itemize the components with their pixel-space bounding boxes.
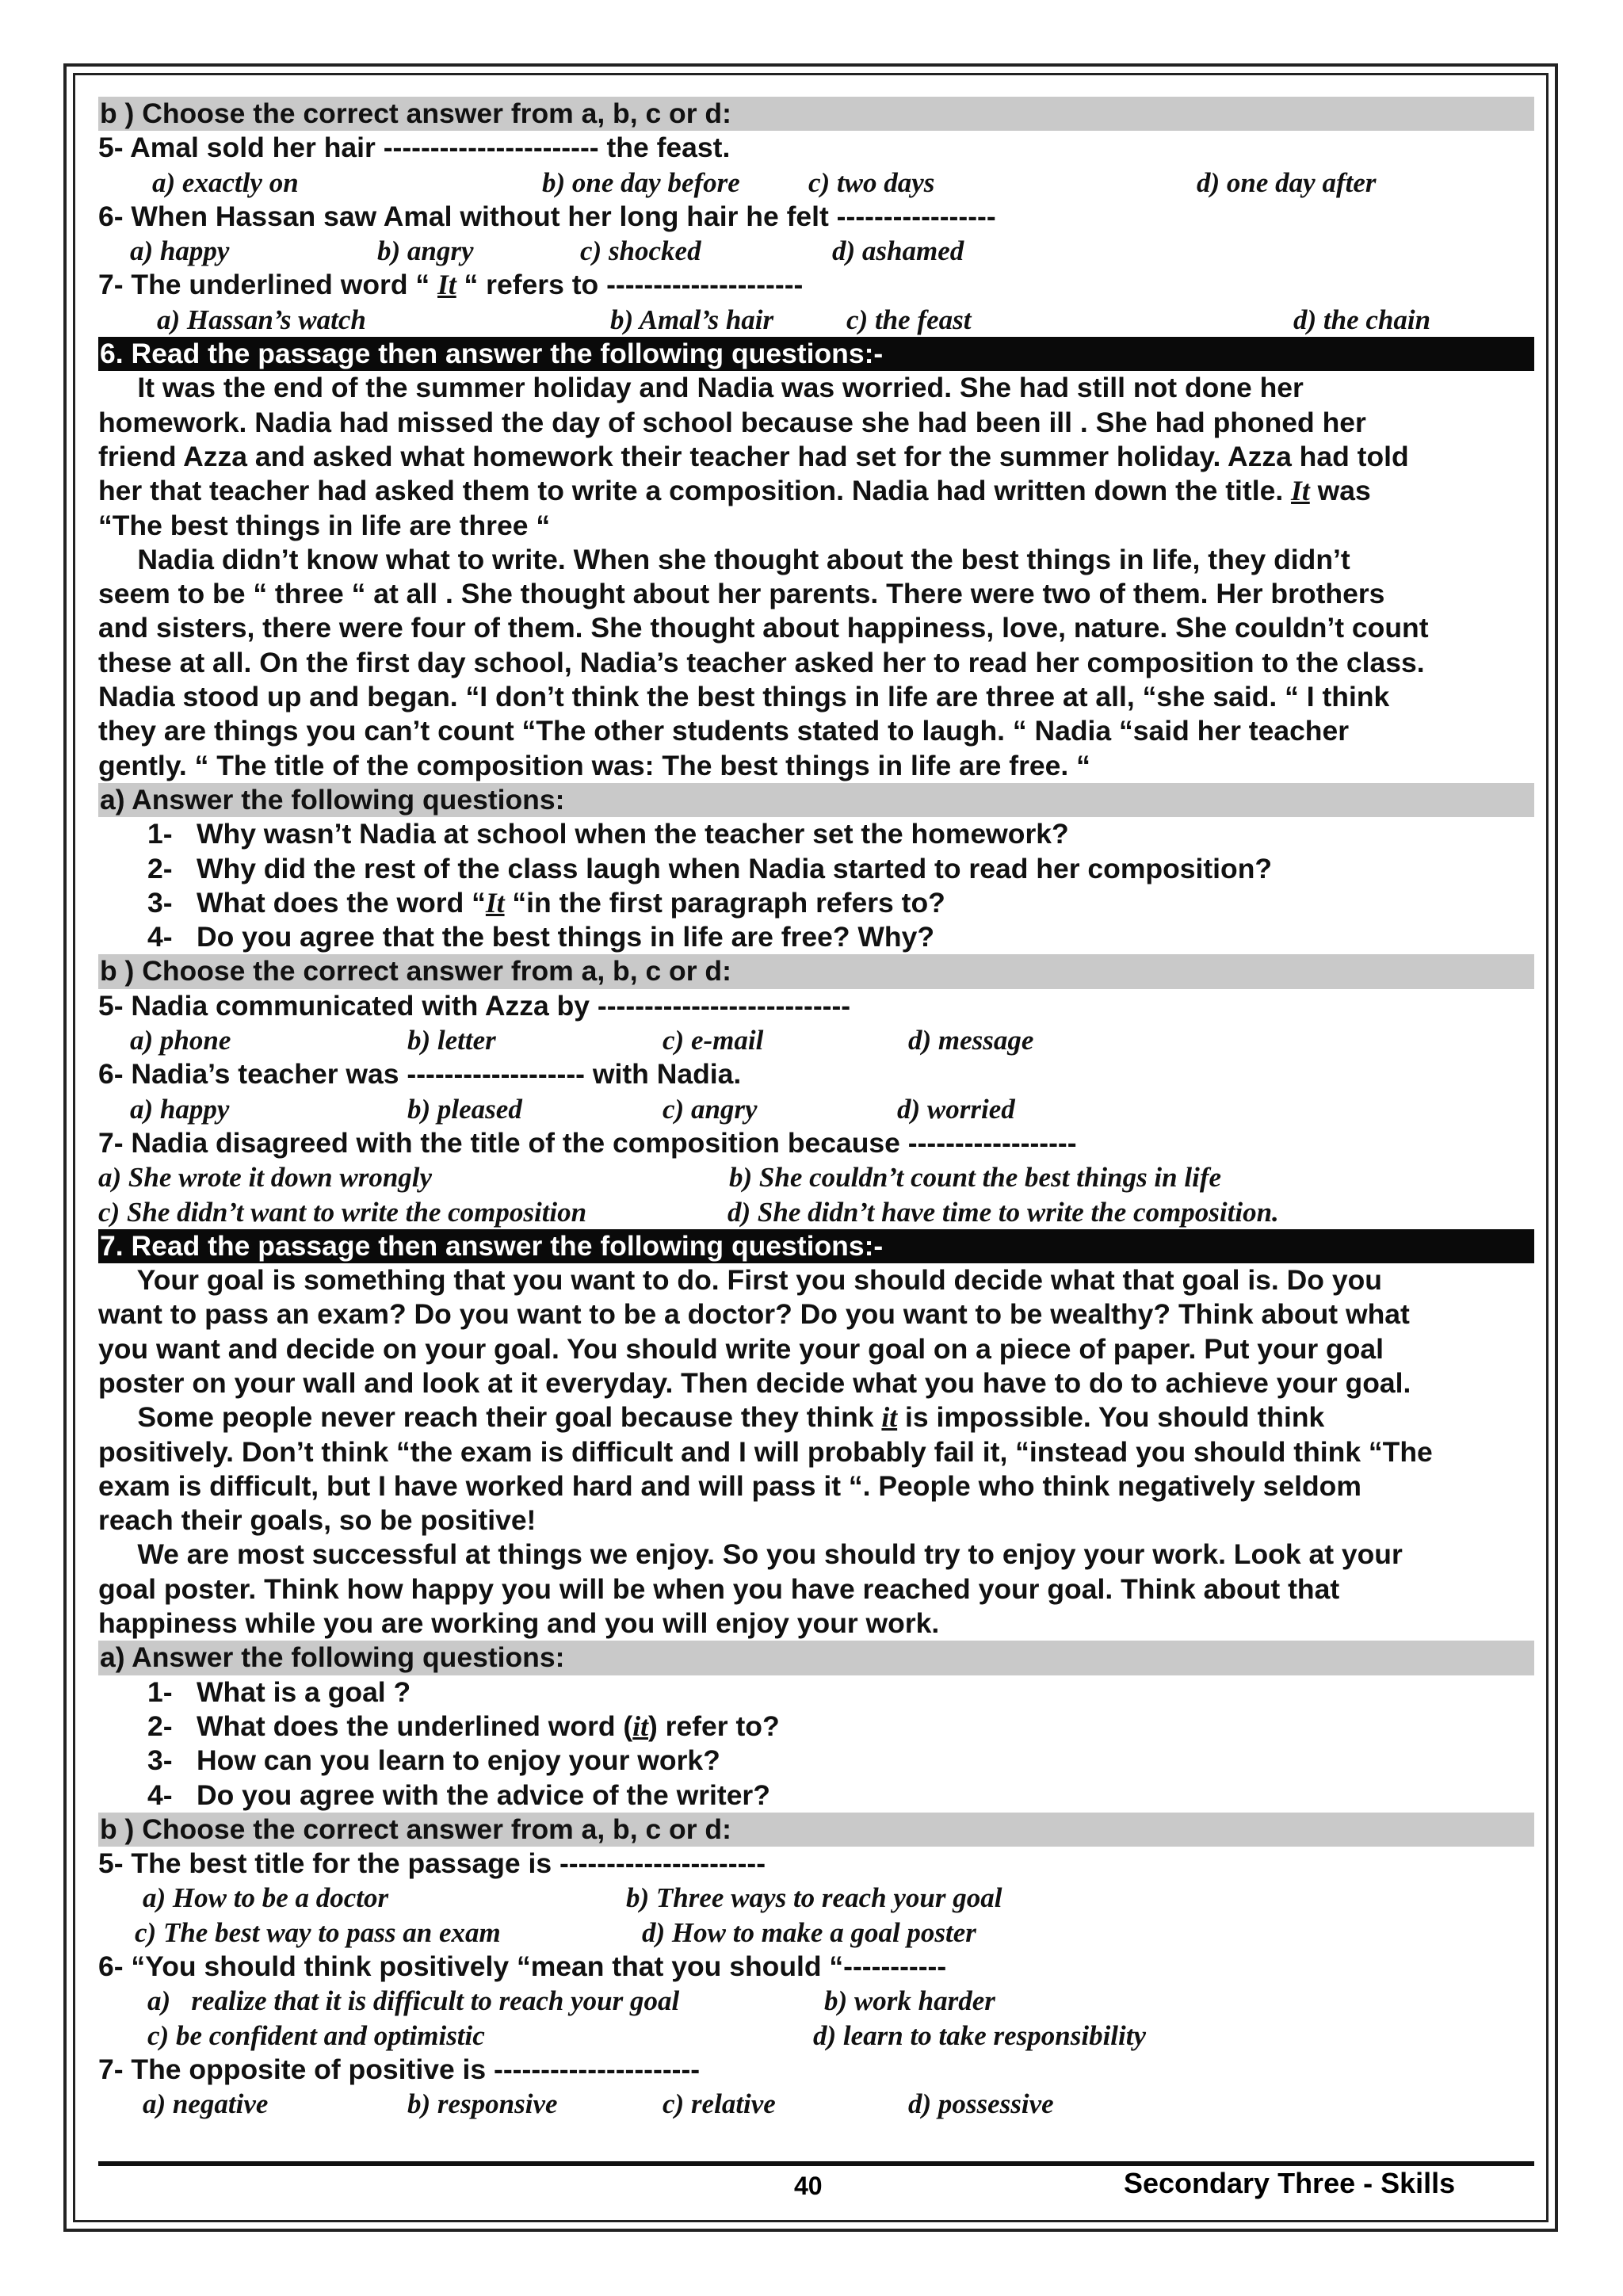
- option: c) angry: [663, 1093, 758, 1125]
- option: b) Three ways to reach your goal: [626, 1882, 1002, 1914]
- footer-rule: [98, 2161, 1534, 2166]
- q-text: 7- The underlined word “: [98, 269, 437, 301]
- line-text: her that teacher had asked them to write a composition. Nadia had written down the title.: [98, 475, 1292, 507]
- section5-b-header: b ) Choose the correct answer from a, b, c or d:: [98, 97, 1534, 131]
- s7-q5-options-row2: [98, 1916, 1534, 1950]
- section6-a-header: a) Answer the following questions:: [98, 783, 1534, 817]
- s7-q7: 7- The opposite of positive is ----------------------: [98, 2053, 701, 2085]
- s6-passage-line: they are things you can’t count “The other students stated to laugh. “ Nadia “said her teacher: [98, 715, 1350, 747]
- s7-a-q3: [98, 1744, 1534, 1778]
- s5-q6-options: [98, 234, 1534, 268]
- s6-passage-line: seem to be “ three “ at all . She thought about her parents. There were two of them. Her brothers: [98, 578, 1385, 610]
- option: c) She didn’t want to write the composition: [98, 1196, 587, 1228]
- s5-q6: 6- When Hassan saw Amal without her long hair he felt -----------------: [98, 200, 996, 232]
- option: d) one day after: [1197, 166, 1377, 198]
- option: c) relative: [663, 2088, 776, 2120]
- s7-passage-line: poster on your wall and look at it everyday. Then decide what you have to do to achieve your goal.: [98, 1366, 1411, 1399]
- s5-q5: 5- Amal sold her hair ----------------------- the feast.: [98, 132, 731, 164]
- s5-q5-options: [98, 166, 1534, 200]
- s6-passage-line: friend Azza and asked what homework their teacher had set for the summer holiday. Azza had told: [98, 440, 1409, 472]
- line-text: was: [1309, 475, 1371, 507]
- s7-passage-line: [98, 1400, 1534, 1435]
- underlined-word: It: [485, 886, 505, 919]
- q-number: 4-: [147, 921, 173, 953]
- s7-q6: 6- “You should think positively “mean that you should “-----------: [98, 1950, 947, 1983]
- option: c) the feast: [846, 304, 972, 335]
- option: d) How to make a goal poster: [642, 1916, 976, 1948]
- option: c) be confident and optimistic: [147, 2019, 485, 2051]
- option: d) message: [908, 1025, 1034, 1056]
- q-text: Do you agree with the advice of the writer?: [197, 1778, 770, 1811]
- q-number: 2-: [147, 1710, 173, 1742]
- s6-passage-line: Nadia stood up and began. “I don’t think the best things in life are three at all, “she said. “ I think: [98, 681, 1390, 713]
- section7-a-header: a) Answer the following questions:: [98, 1641, 1534, 1675]
- section7-b-header: b ) Choose the correct answer from a, b, c or d:: [98, 1813, 1534, 1847]
- s6-q7: 7- Nadia disagreed with the title of the composition because ------------------: [98, 1126, 1077, 1159]
- option: b) responsive: [407, 2088, 558, 2120]
- line-text: is impossible. You should think: [897, 1401, 1325, 1434]
- s6-passage-line: gently. “ The title of the composition was: The best things in life are free. “: [98, 749, 1090, 781]
- s7-q6-options-row2: [98, 2019, 1534, 2053]
- q-number: 1-: [147, 818, 173, 850]
- q-number: 3-: [147, 886, 173, 919]
- s7-q5-options-row1: [98, 1881, 1534, 1915]
- s6-passage-line: It was the end of the summer holiday and Nadia was worried. She had still not done her: [98, 372, 1304, 404]
- s5-q7-options: [98, 303, 1534, 337]
- option: a) Hassan’s watch: [157, 304, 366, 335]
- option: b) work harder: [824, 1985, 995, 2017]
- s7-passage-line: Your goal is something that you want to do. First you should decide what that goal is. Do you: [98, 1264, 1382, 1297]
- option: d) She didn’t have time to write the composition.: [727, 1196, 1279, 1228]
- q-text: What is a goal ?: [197, 1675, 411, 1708]
- s6-passage-line: Nadia didn’t know what to write. When she thought about the best things in life, they didn’t: [98, 543, 1350, 575]
- page-number: 40: [794, 2172, 823, 2200]
- option: b) one day before: [542, 166, 740, 198]
- s7-passage-line: goal poster. Think how happy you will be when you have reached your goal. Think about that: [98, 1572, 1340, 1605]
- s6-a-q3: [98, 886, 1534, 920]
- s7-passage-line: positively. Don’t think “the exam is difficult and I will probably fail it, “instead you should think “The: [98, 1435, 1433, 1468]
- q-text: ) refer to?: [647, 1710, 780, 1742]
- s6-passage-line: and sisters, there were four of them. She thought about happiness, love, nature. She couldn’t count: [98, 612, 1429, 644]
- q-text: “ refers to ---------------------: [456, 269, 804, 301]
- s6-q6: 6- Nadia’s teacher was ------------------- with Nadia.: [98, 1058, 742, 1091]
- option: a) She wrote it down wrongly: [98, 1162, 433, 1194]
- option: b) Amal’s hair: [610, 304, 774, 335]
- s6-q5: 5- Nadia communicated with Azza by ---------------------------: [98, 989, 851, 1022]
- option: b) She couldn’t count the best things in life: [729, 1162, 1222, 1194]
- section6-title: 6. Read the passage then answer the following questions:-: [98, 337, 1534, 371]
- option: c) shocked: [580, 235, 701, 267]
- worksheet-page: [98, 97, 1534, 2122]
- q-text: Why wasn’t Nadia at school when the teacher set the homework?: [197, 818, 1069, 850]
- q-text: How can you learn to enjoy your work?: [197, 1744, 720, 1777]
- s5-q7: [98, 268, 1534, 302]
- footer-label: Secondary Three - Skills: [1124, 2167, 1456, 2199]
- q-number: 2-: [147, 852, 173, 884]
- option: d) the chain: [1293, 304, 1431, 335]
- s6-passage-line: homework. Nadia had missed the day of school because she had been ill . She had phoned her: [98, 406, 1366, 438]
- underlined-word: It: [437, 269, 456, 301]
- s6-a-q1: [98, 817, 1534, 851]
- s6-q5-options: [98, 1023, 1534, 1057]
- s6-passage-line: [98, 474, 1534, 508]
- s7-q6-options-row1: [98, 1984, 1534, 2018]
- option: d) worried: [897, 1093, 1015, 1125]
- q-number: 1-: [147, 1675, 173, 1708]
- underlined-word: it: [632, 1710, 648, 1742]
- s7-passage-line: exam is difficult, but I have worked hard and will pass it “. People who think negatively seldom: [98, 1469, 1361, 1502]
- q-text: Do you agree that the best things in life are free? Why?: [197, 921, 935, 953]
- s6-a-q2: [98, 852, 1534, 886]
- s6-passage-line: these at all. On the first day school, Nadia’s teacher asked her to read her composition to the class.: [98, 646, 1425, 678]
- section7-title: 7. Read the passage then answer the following questions:-: [98, 1229, 1534, 1263]
- s7-passage-line: you want and decide on your goal. You should write your goal on a piece of paper. Put your goal: [98, 1332, 1384, 1365]
- s7-passage-line: We are most successful at things we enjoy. So you should try to enjoy your work. Look at your: [98, 1538, 1403, 1571]
- option: a) happy: [130, 1093, 230, 1125]
- s6-q7-options-row1: [98, 1160, 1534, 1194]
- option: a) realize that it is difficult to reach your goal: [147, 1985, 680, 2017]
- option: a) happy: [130, 235, 230, 267]
- s7-a-q1: [98, 1675, 1534, 1710]
- line-text: Some people never reach their goal because they think: [98, 1401, 882, 1434]
- underlined-word: it: [881, 1401, 898, 1434]
- option: c) e-mail: [663, 1025, 764, 1056]
- s7-passage-line: reach their goals, so be positive!: [98, 1504, 537, 1537]
- option: d) possessive: [908, 2088, 1054, 2120]
- s7-passage-line: want to pass an exam? Do you want to be a doctor? Do you want to be wealthy? Think about what: [98, 1298, 1410, 1331]
- underlined-word: It: [1291, 475, 1310, 507]
- s7-a-q4: [98, 1778, 1534, 1813]
- s6-passage-line: “The best things in life are three “: [98, 509, 551, 541]
- q-number: 4-: [147, 1778, 173, 1811]
- option: b) angry: [377, 235, 474, 267]
- s6-q7-options-row2: [98, 1195, 1534, 1229]
- option: a) exactly on: [152, 166, 299, 198]
- q-text: “in the first paragraph refers to?: [504, 886, 945, 919]
- option: d) learn to take responsibility: [813, 2019, 1146, 2051]
- option: a) phone: [130, 1025, 231, 1056]
- section6-b-header: b ) Choose the correct answer from a, b, c or d:: [98, 954, 1534, 988]
- option: c) The best way to pass an exam: [135, 1916, 501, 1948]
- option: d) ashamed: [832, 235, 964, 267]
- s6-q6-options: [98, 1092, 1534, 1126]
- option: a) negative: [143, 2088, 269, 2120]
- s7-q7-options: [98, 2087, 1534, 2121]
- option: b) letter: [407, 1025, 496, 1056]
- option: a) How to be a doctor: [143, 1882, 389, 1914]
- q-text: What does the underlined word (: [197, 1710, 633, 1742]
- s7-a-q2: [98, 1710, 1534, 1744]
- q-text: What does the word “: [197, 886, 486, 919]
- q-text: Why did the rest of the class laugh when Nadia started to read her composition?: [197, 852, 1273, 884]
- option: c) two days: [808, 166, 935, 198]
- q-number: 3-: [147, 1744, 173, 1777]
- s7-passage-line: happiness while you are working and you will enjoy your work.: [98, 1607, 940, 1640]
- option: b) pleased: [407, 1093, 522, 1125]
- s6-a-q4: [98, 920, 1534, 954]
- s7-q5: 5- The best title for the passage is ----------------------: [98, 1847, 766, 1880]
